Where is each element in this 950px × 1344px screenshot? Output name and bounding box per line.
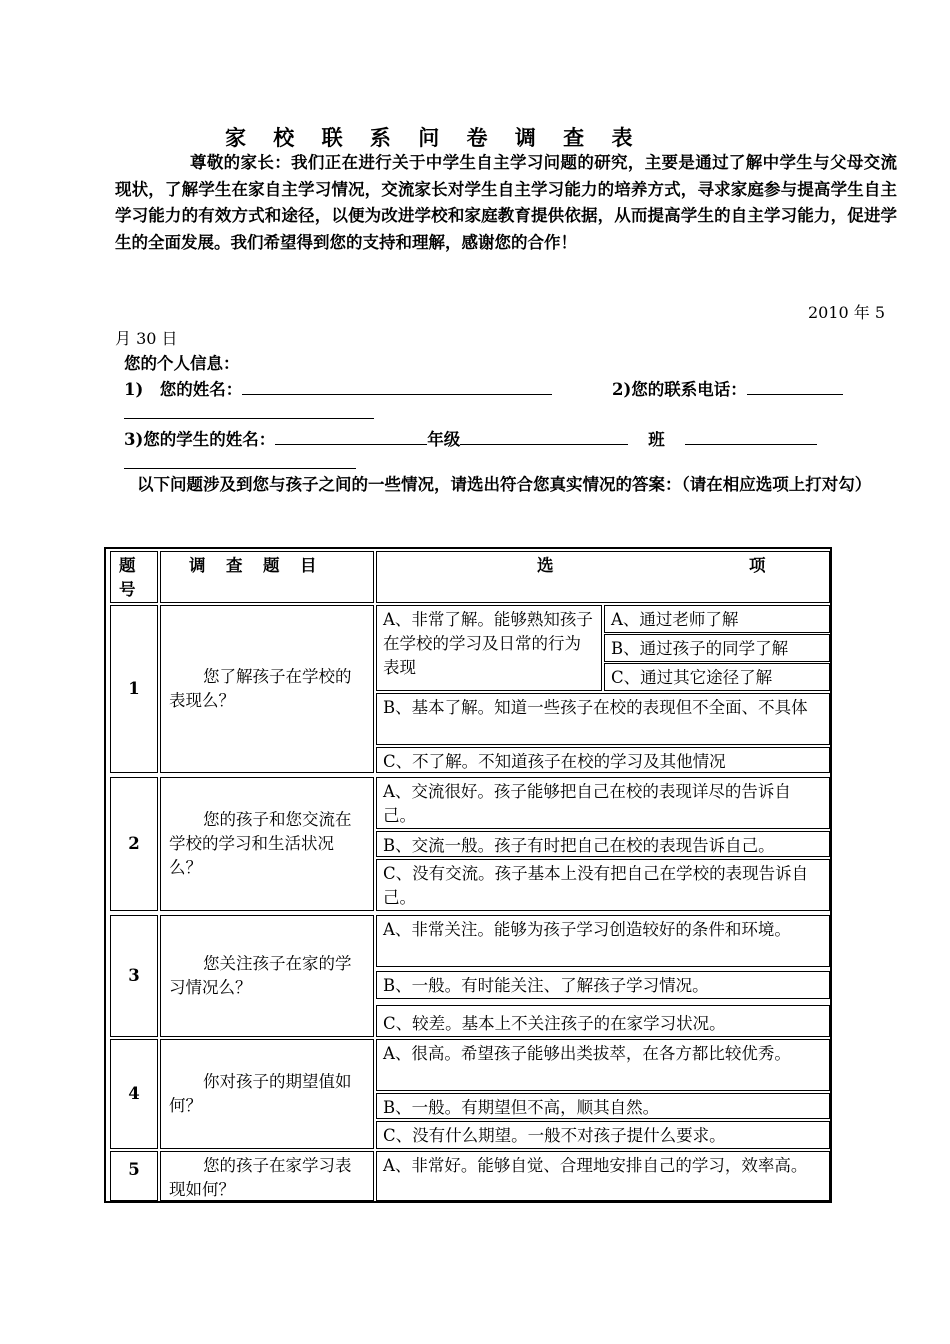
header-question: 调 查 题 目 bbox=[160, 551, 374, 603]
row-1-sub-option-b[interactable]: B、通过孩子的同学了解 bbox=[604, 634, 830, 662]
row-1-question-text: 您了解孩子在学校的表现么？ bbox=[169, 667, 352, 710]
class-label: 班 bbox=[648, 430, 665, 449]
row-4-num: 4 bbox=[110, 1039, 158, 1149]
class-field[interactable] bbox=[685, 426, 817, 445]
phone-field-continued[interactable] bbox=[124, 400, 374, 419]
grade-label: 年级 bbox=[427, 430, 461, 449]
row-3-num: 3 bbox=[110, 915, 158, 1037]
parent-name-row bbox=[124, 376, 552, 400]
row-2-question-text: 您的孩子和您交流在学校的学习和生活状况么？ bbox=[169, 810, 352, 877]
personal-info-heading: 您的个人信息： bbox=[124, 354, 240, 373]
row-5-question-text: 您的孩子在家学习表现如何？ bbox=[169, 1156, 352, 1199]
phone-row bbox=[612, 376, 843, 400]
row-4-option-a[interactable]: A、很高。希望孩子能够出类拔萃，在各方都比较优秀。 bbox=[376, 1039, 830, 1091]
parent-name-label: 1) 您的姓名： bbox=[124, 380, 243, 399]
date-line-1: 2010 年 5 bbox=[808, 303, 886, 322]
row-1-option-c[interactable]: C、不了解。不知道孩子在校的学习及其他情况 bbox=[376, 747, 830, 773]
row-3-question bbox=[160, 915, 374, 1037]
row-3-option-b[interactable]: B、一般。有时能关注、了解孩子学习情况。 bbox=[376, 971, 830, 999]
row-2-option-a[interactable]: A、交流很好。孩子能够把自己在校的表现详尽的告诉自己。 bbox=[376, 777, 830, 829]
student-name-label: 3)您的学生的姓名： bbox=[124, 430, 276, 449]
grade-field[interactable] bbox=[460, 426, 628, 445]
header-options-left: 选 bbox=[537, 556, 554, 575]
row-2-num: 2 bbox=[110, 777, 158, 911]
parent-name-field[interactable] bbox=[242, 376, 552, 395]
header-num: 题号 bbox=[110, 551, 158, 603]
row-5-num: 5 bbox=[110, 1151, 158, 1201]
row-1-sub-option-c[interactable]: C、通过其它途径了解 bbox=[604, 663, 830, 691]
instruction-text: 以下问题涉及到您与孩子之间的一些情况，请选出符合您真实情况的答案：（请在相应选项上打对勾） bbox=[137, 475, 872, 494]
intro-paragraph: 尊敬的家长：我们正在进行关于中学生自主学习问题的研究，主要是通过了解中学生与父母交流现状，了解学生在家自主学习情况，交流家长对学生自主学习能力的培养方式，寻求家庭参与提高学生自主学习能力的有效方式和途径，以便为改进学校和家庭教育提供依据，从而提高学生的自主学习能力，促进学生的全面发展。我们希望得到您的支持和理解，感谢您的合作！ bbox=[115, 153, 897, 252]
class-field-continued[interactable] bbox=[124, 450, 356, 469]
row-5-option-a[interactable]: A、非常好。能够自觉、合理地安排自己的学习，效率高。 bbox=[376, 1151, 830, 1201]
row-1-sub-option-a[interactable]: A、通过老师了解 bbox=[604, 605, 830, 633]
row-2-option-c[interactable]: C、没有交流。孩子基本上没有把自己在学校的表现告诉自己。 bbox=[376, 859, 830, 911]
row-2-option-b[interactable]: B、交流一般。孩子有时把自己在校的表现告诉自己。 bbox=[376, 831, 830, 857]
row-4-option-c[interactable]: C、没有什么期望。一般不对孩子提什么要求。 bbox=[376, 1121, 830, 1149]
student-name-field[interactable] bbox=[275, 426, 427, 445]
row-1-question bbox=[160, 605, 374, 773]
row-1-option-a[interactable]: A、非常了解。能够熟知孩子在学校的学习及日常的行为表现 bbox=[376, 605, 602, 691]
row-4-question-text: 你对孩子的期望值如何？ bbox=[169, 1072, 352, 1115]
row-4-question bbox=[160, 1039, 374, 1149]
survey-table bbox=[104, 547, 832, 1203]
row-1-option-b[interactable]: B、基本了解。知道一些孩子在校的表现但不全面、不具体 bbox=[376, 693, 830, 745]
row-3-option-a[interactable]: A、非常关注。能够为孩子学习创造较好的条件和环境。 bbox=[376, 915, 830, 967]
row-5-question bbox=[160, 1151, 374, 1201]
row-2-question bbox=[160, 777, 374, 911]
student-row bbox=[124, 426, 817, 450]
header-options-right: 项 bbox=[749, 556, 766, 575]
phone-field[interactable] bbox=[747, 376, 843, 395]
date-line-2: 月 30 日 bbox=[115, 329, 178, 348]
phone-label: 2)您的联系电话： bbox=[612, 380, 747, 399]
page-title: 家 校 联 系 问 卷 调 查 表 bbox=[225, 125, 643, 150]
row-3-option-c[interactable]: C、较差。基本上不关注孩子的在家学习状况。 bbox=[376, 1005, 830, 1037]
row-1-num: 1 bbox=[110, 605, 158, 773]
header-options bbox=[376, 551, 830, 603]
row-4-option-b[interactable]: B、一般。有期望但不高，顺其自然。 bbox=[376, 1093, 830, 1119]
row-3-question-text: 您关注孩子在家的学习情况么？ bbox=[169, 954, 352, 997]
